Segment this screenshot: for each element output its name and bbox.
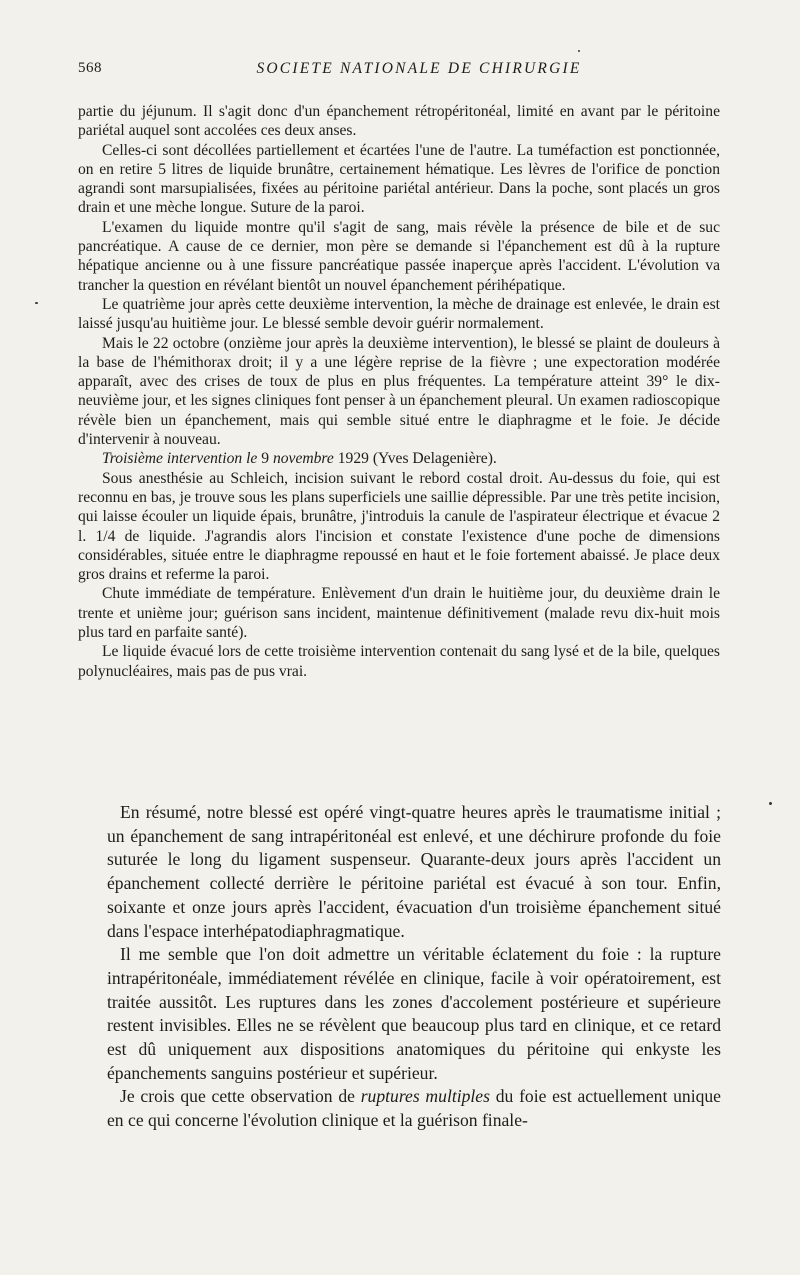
paragraph: L'examen du liquide montre qu'il s'agit de sang, mais révèle la présence de bile et de suc pancréatique. A cause de ce dernier, mon père se demande si l'épanchement est dû à la rupture hépatique ancienne ou à une fissure pancréatique passée inaperçue après l'accident. L'évolution va trancher la question en révélant bientôt un nouvel épanchement périhépatique. bbox=[78, 218, 720, 294]
paragraph: En résumé, notre blessé est opéré vingt-quatre heures après le traumatisme initial ; un épanchement de sang intrapéritonéal est enlevé, et une déchirure profonde du foie suturée le long du ligament suspenseur. Quarante-deux jours après l'accident un épanchement collecté derrière le péritoine pariétal est évacué à son tour. Enfin, soixante et onze jours après l'accident, évacuation d'un troisième épanchement situé dans l'espace interhépatodiaphragmatique. bbox=[107, 802, 721, 941]
heading-date: 9 bbox=[257, 450, 273, 468]
scan-speck bbox=[578, 50, 580, 52]
heading-rest: 1929 (Yves Delagenière). bbox=[333, 450, 497, 468]
paragraph: Sous anesthésie au Schleich, incision suivant le rebord costal droit. Au-dessus du foie, qui est reconnu en bas, je trouve sous les plans superficiels une saillie dépressible. Par une très petite incision, qui laisse écouler un liquide épais, brunâtre, j'introduis la canule de l'aspirateur électrique et évacue 2 l. 1/4 de liquide. J'agrandis alors l'incision et constate l'existence d'une poche de dimensions considérables, située entre le diaphragme repoussé en haut et le foie fortement abaissé. Je place deux gros drains et referme la paroi. bbox=[78, 469, 720, 584]
paragraph: Le quatrième jour après cette deuxième intervention, la mèche de drainage est enlevée, le drain est laissé jusqu'au huitième jour. Le blessé semble devoir guérir normalement. bbox=[78, 295, 720, 333]
paragraph: Mais le 22 octobre (onzième jour après la deuxième intervention), le blessé se plaint de douleurs à la base de l'hémithorax droit; il y a une légère reprise de la fièvre ; une expectoration modérée apparaît, avec des crises de toux de plus en plus fréquentes. La température atteint 39° le dix-neuvième jour, et les signes cliniques font penser à un épanchement pleural. Un examen radioscopique révèle bien un épanchement, mais qui semble situé entre le diaphragme et le foie. Je décide d'intervenir à nouveau. bbox=[78, 334, 720, 449]
text-run: du foie est actuellement unique en ce qui concerne l'évolution clinique et la guérison finale- bbox=[107, 1086, 721, 1131]
paragraph: partie du jéjunum. Il s'agit donc d'un épanchement rétropéritonéal, limité en avant par le péritoine pariétal auquel sont accolées ces deux anses. bbox=[78, 103, 720, 140]
running-head: SOCIETE NATIONALE DE CHIRURGIE bbox=[256, 60, 582, 77]
scan-speck bbox=[35, 302, 38, 304]
paragraph: Le liquide évacué lors de cette troisième intervention contenait du sang lysé et de la bile, quelques polynucléaires, mais pas de pus vrai. bbox=[78, 643, 720, 680]
paragraph: Il me semble que l'on doit admettre un véritable éclatement du foie : la rupture intrapéritonéale, immédiatement révélée en clinique, facile à voir opératoirement, est traitée aussitôt. Les ruptures dans les zones d'accolement postérieure et supérieure restent invisibles. Elles ne se révèlent que beaucoup plus tard en clinique, et ce retard est dû uniquement aux dispositions anatomiques du péritoine qui enkyste les épanchements sanguins postérieur et supérieur. bbox=[107, 944, 721, 1083]
scan-speck bbox=[769, 802, 772, 805]
paragraph: Celles-ci sont décollées partiellement et écartées l'une de l'autre. La tuméfaction est ponctionnée, on en retire 5 litres de liquide brunâtre, certainement hématique. Les lèvres de l'orifice de ponction agrandi sont marsupialisées, fixées au péritoine pariétal antérieur. Dans la poche, sont placés un gros drain et une mèche longue. Suture de la paroi. bbox=[78, 141, 720, 217]
section-heading bbox=[78, 449, 720, 468]
heading-month: novembre bbox=[272, 450, 334, 468]
heading-italic: Troisième intervention le bbox=[102, 450, 258, 468]
text-run: Je crois que cette observation de bbox=[120, 1086, 361, 1107]
page-header bbox=[78, 60, 720, 82]
emphasis: ruptures multiples bbox=[360, 1086, 490, 1107]
paragraph: Chute immédiate de température. Enlèvement d'un drain le huitième jour, du deuxième drain le trente et unième jour; guérison sans incident, maintenue définitivement (malade revu dix-huit mois plus tard en parfaite santé). bbox=[78, 585, 720, 642]
page-number: 568 bbox=[78, 60, 102, 76]
paragraph bbox=[107, 1085, 721, 1132]
discussion-body bbox=[107, 801, 721, 1133]
case-report-small-print bbox=[78, 102, 720, 681]
